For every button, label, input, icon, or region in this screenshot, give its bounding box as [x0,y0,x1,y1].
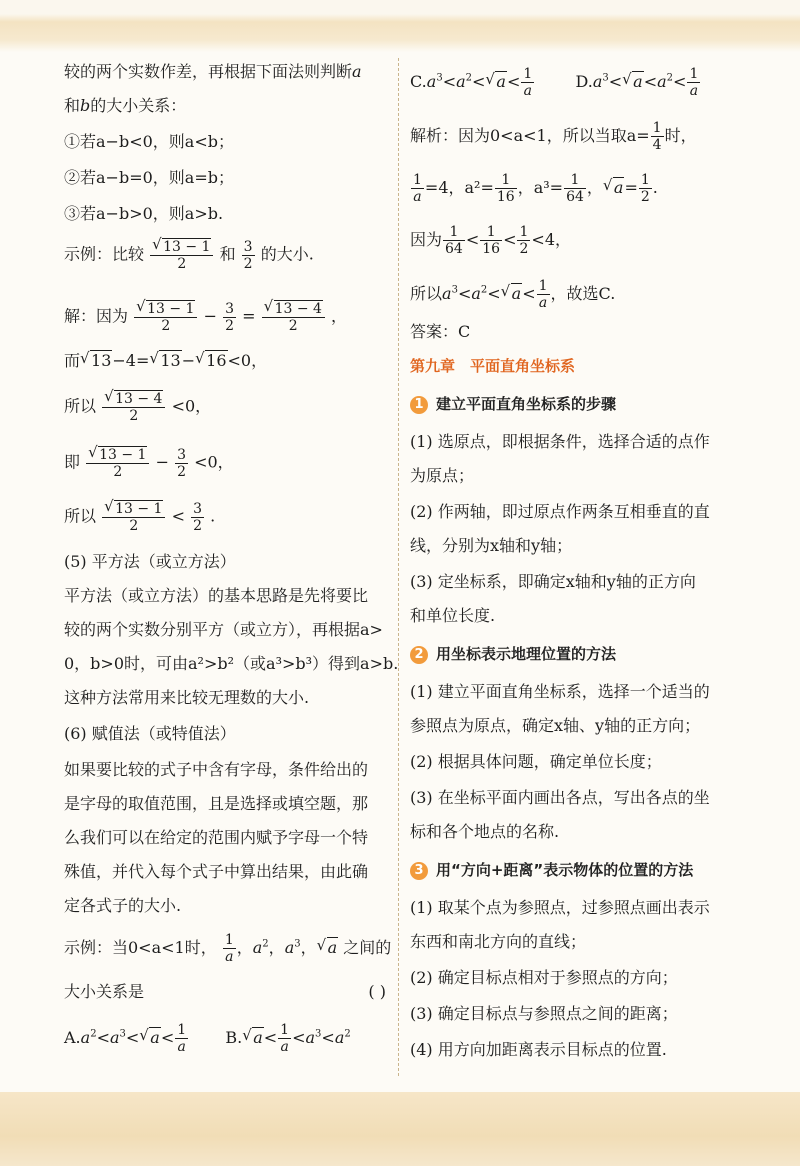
para-line: (2) 根据具体问题，确定单位长度； [410,752,662,771]
section-number-badge: 1 [410,396,428,414]
rule-2: ②若a−b=0，则a=b； [64,168,234,187]
column-divider [398,58,399,1076]
para-line: 殊值，并代入每个式子中算出结果，由此确 [64,862,369,881]
top-decor-band [0,0,800,52]
para-line: 参照点为原点，确定x轴、y轴的正方向； [410,716,701,735]
section-2-heading: 2 用坐标表示地理位置的方法 [410,644,616,664]
para-line: 标和各个地点的名称. [410,822,560,841]
para-line: 线，分别为x轴和y轴； [410,536,573,555]
rule-1: ①若a−b<0，则a<b； [64,132,234,151]
solution-line: 解：因为 √ $\frac{13 - 1}{2}$ − $\frac{3}{2}$ = √ $\frac{13 - 4}{2}$ ， [64,300,347,334]
example-2: 示例：当0<a<1时， $\frac{1}{a}$ ，$a^2$，$a^3$，√ a 之间的 [64,932,391,965]
para-line: 0，b>0时，可由a²>b²（或a³>b³）得到a>b. [64,654,399,673]
para-line: (1) 建立平面直角坐标系，选择一个适当的 [410,682,710,701]
para-line: 平方法（或立方法）的基本思路是先将要比 [64,586,369,605]
para-line: (1) 取某个点为参照点，过参照点画出表示 [410,898,710,917]
example-2-line: 大小关系是 ( ) [64,982,386,1001]
fraction: √ $\frac{13 - 1}{2}$ [150,238,213,272]
solution-line: 所以 √ $\frac{13 - 4}{2}$ <0， [64,390,211,424]
para-line: 东西和南北方向的直线； [410,932,587,951]
method-5-title: (5) 平方法（或立方法） [64,552,236,571]
para-line: (3) 定坐标系，即确定x轴和y轴的正方向 [410,572,696,591]
para-line: 较的两个实数分别平方（或立方），再根据a> [64,620,383,639]
analysis-conclusion: 所以$a^3<a^2<√$ a< $\frac{1}{a}$ ，故选C. [410,278,615,311]
para-line: 如果要比较的式子中含有字母，条件给出的 [64,760,369,779]
analysis-values: $\frac{1}{a}$ =4，a²= $\frac{1}{16}$ ，a³= $\frac{1}{64}$ ，√ a= $\frac{1}{2}$ . [410,172,658,205]
answer-line: 答案：C [410,322,471,341]
option-a-b: $A.a^2<a^3<√$ a< $\frac{1}{a}$ B.√ a< $\frac{1}{a}$ $<a^3<a^2$ [64,1022,351,1055]
example-1: 示例：比较 √ $\frac{13 - 1}{2}$ 和 $\frac{3}{2}$ 的大小. [64,238,314,272]
option-c-d: $C.a^3<a^2<√$ a< $\frac{1}{a}$ $D.a^3<√$ $a<a^2<$ $\frac{1}{a}$ [410,66,701,99]
analysis-line: 解析：因为0<a<1，所以当取a= $\frac{1}{4}$ 时， [410,120,697,153]
para-line: 定各式子的大小. [64,896,182,915]
para-line: 较的两个实数作差，再根据下面法则判断a [64,62,362,81]
para-line: 这种方法常用来比较无理数的大小. [64,688,310,707]
rule-3: ③若a−b>0，则a>b. [64,204,224,223]
method-6-title: (6) 赋值法（或特值法） [64,724,236,743]
para-line: (3) 在坐标平面内画出各点，写出各点的坐 [410,788,710,807]
para-line: 和b的大小关系： [64,96,187,115]
bottom-decor-band [0,1092,800,1166]
para-line: (2) 确定目标点相对于参照点的方向； [410,968,678,987]
solution-line: 而√ 13−4=√ 13−√ 16<0， [64,350,267,371]
para-line: (4) 用方向加距离表示目标点的位置. [410,1040,667,1059]
para-line: (3) 确定目标点与参照点之间的距离； [410,1004,678,1023]
solution-line: 即 √ $\frac{13 - 1}{2}$ − $\frac{3}{2}$ <0， [64,446,234,480]
section-1-heading: 1 建立平面直角坐标系的步骤 [410,394,616,414]
section-number-badge: 3 [410,862,428,880]
para-line: (2) 作两轴，即过原点作两条互相垂直的直 [410,502,710,521]
solution-line: 所以 √ $\frac{13 - 1}{2}$ < $\frac{3}{2}$ . [64,500,215,534]
para-line: (1) 选原点，即根据条件，选择合适的点作 [410,432,710,451]
para-line: 是字母的取值范围，且是选择或填空题，那 [64,794,369,813]
section-3-heading: 3 用“方向+距离”表示物体的位置的方法 [410,860,693,880]
section-number-badge: 2 [410,646,428,664]
analysis-because: 因为 $\frac{1}{64}$ < $\frac{1}{16}$ < $\frac{1}{2}$ <4， [410,224,571,257]
fraction: $\frac{3}{2}$ [243,238,253,272]
chapter-heading: 第九章 平面直角坐标系 [410,357,576,375]
para-line: 为原点； [410,466,475,485]
para-line: 么我们可以在给定的范围内赋予字母一个特 [64,828,369,847]
answer-blank: ( ) [368,982,386,1001]
para-line: 和单位长度. [410,606,496,625]
